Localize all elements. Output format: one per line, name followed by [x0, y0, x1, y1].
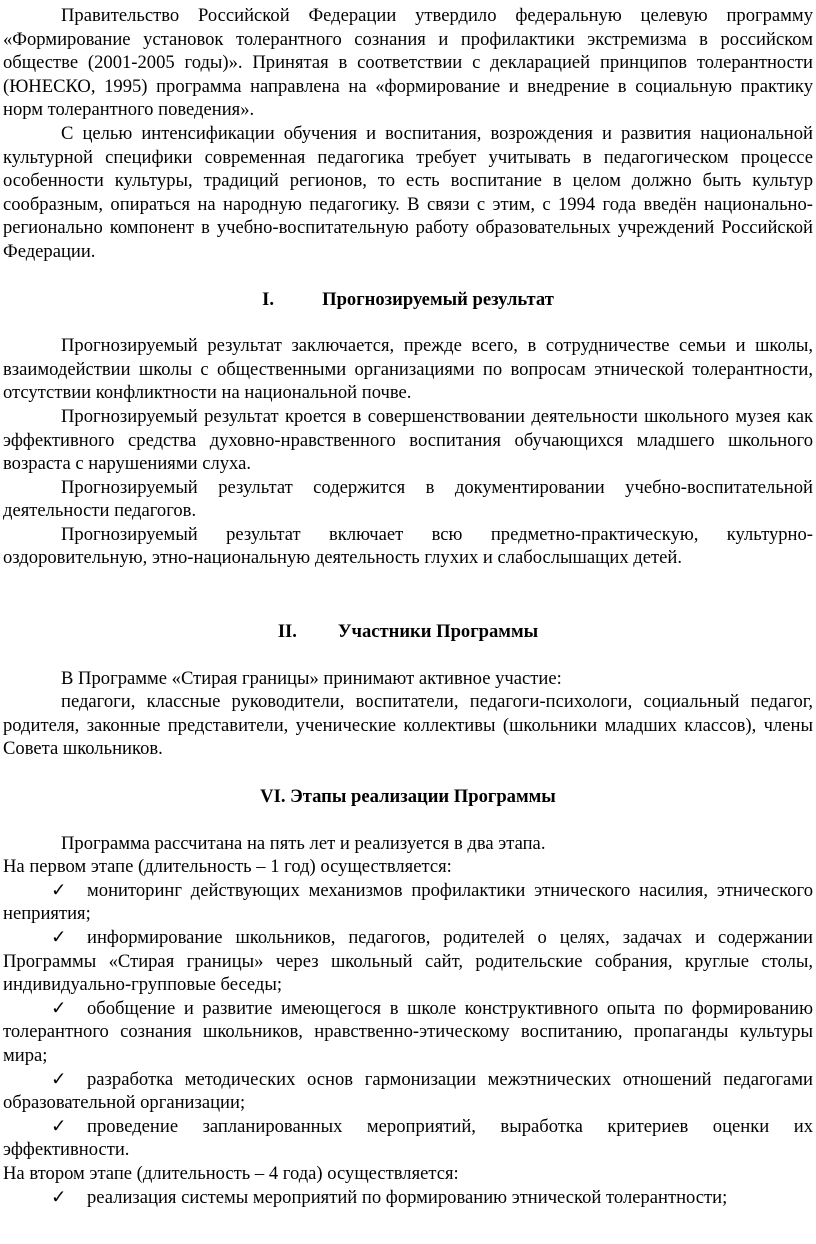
check-icon: ✓ — [51, 1068, 67, 1090]
stage-1-item-text: мониторинг действующих механизмов профилактики этнического насилия, этнического неприятия; — [3, 879, 813, 925]
stage-1-item-text: проведение запланированных мероприятий, выработка критериев оценки их эффективности. — [3, 1115, 813, 1161]
section-2-paragraph: педагоги, классные руководители, воспитатели, педагоги-психологи, социальный педагог, родителя, законные представители, ученические коллективы (школьники младших классов), члены Совета школьников. — [3, 691, 813, 760]
section-6-intro: Программа рассчитана на пять лет и реализуется в два этапа. — [61, 832, 546, 854]
stage-2-heading: На втором этапе (длительность – 4 года) осуществляется: — [3, 1162, 459, 1184]
check-icon: ✓ — [51, 1186, 67, 1208]
section-6-heading: VI. Этапы реализации Программы — [260, 786, 556, 808]
check-icon: ✓ — [51, 879, 67, 901]
section-1-paragraph: Прогнозируемый результат заключается, прежде всего, в сотрудничестве семьи и школы, взаимодействии школы с общественными организациями по вопросам этнической толерантности, отсутствии конфликтности на национальной почве. — [3, 335, 813, 404]
document-page — [3, 4, 813, 1209]
section-2-title: Участники Программы — [337, 621, 539, 643]
stage-1-item — [3, 926, 813, 997]
intro-paragraph-2: С целью интенсификации обучения и воспитания, возрождения и развития национальной культурной специфики современная педагогика требует учитывать в педагогическом процессе особенности культуры, традиций регионов, то есть воспитание в целом должно быть культур сообразным, опираться на народную педагогику. В связи с этим, с 1994 года введён национально-регионально компонент в учебно-воспитательную работу образовательных учреждений Российской Федерации. — [3, 122, 813, 262]
section-1-paragraph: Прогнозируемый результат содержится в документировании учебно-воспитательной деятельности педагогов. — [3, 476, 813, 522]
section-1-paragraph: Прогнозируемый результат включает всю предметно-практическую, культурно-оздоровительную, этно-национальную деятельность глухих и слабослышащих детей. — [3, 523, 813, 569]
stage-2-item-text: реализация системы мероприятий по формированию этнической толерантности; — [87, 1186, 728, 1208]
section-1-number: I. — [262, 288, 275, 310]
section-2-paragraph: В Программе «Стирая границы» принимают активное участие: — [61, 667, 562, 689]
intro-paragraph-1: Правительство Российской Федерации утвердило федеральную целевую программу «Формирование установок толерантного сознания и профилактики экстремизма в российском обществе (2001-2005 годы)». Принятая в соответствии с декларацией принципов толерантности (ЮНЕСКО, 1995) программа направлена на «формирование и внедрение в социальную практику норм толерантного поведения». — [3, 5, 813, 121]
section-2-heading — [3, 620, 813, 644]
stage-1-item — [3, 1068, 813, 1115]
stage-1-item-text: разработка методических основ гармонизации межэтнических отношений педагогами образовательной организации; — [3, 1068, 813, 1114]
stage-1-item-text: обобщение и развитие имеющегося в школе конструктивного опыта по формированию толерантного сознания школьников, нравственно-этическому воспитанию, пропаганды культуры мира; — [3, 997, 813, 1066]
check-icon: ✓ — [51, 927, 67, 948]
stage-1-item — [3, 879, 813, 926]
stage-2-item — [3, 1186, 813, 1210]
stage-1-heading: На первом этапе (длительность – 1 год) осуществляется: — [3, 856, 452, 878]
section-1-paragraph: Прогнозируемый результат кроется в совершенствовании деятельности школьного музея как эффективного средства духовно-нравственного воспитания обучающихся младшего школьного возраста с нарушениями слуха. — [3, 405, 813, 475]
section-1-title: Прогнозируемый результат — [322, 288, 554, 310]
stage-1-item — [3, 997, 813, 1068]
section-2-number: II. — [277, 621, 297, 643]
check-icon: ✓ — [51, 997, 67, 1019]
section-1-heading — [3, 288, 813, 312]
stage-1-item — [3, 1115, 813, 1162]
stage-1-item-text: информирование школьников, педагогов, родителей о целях, задачах и содержании Программы «Стирая границы» через школьный сайт, родительские собрания, круглые столы, индивидуально-групповые беседы; — [3, 927, 813, 996]
check-icon: ✓ — [51, 1115, 67, 1137]
